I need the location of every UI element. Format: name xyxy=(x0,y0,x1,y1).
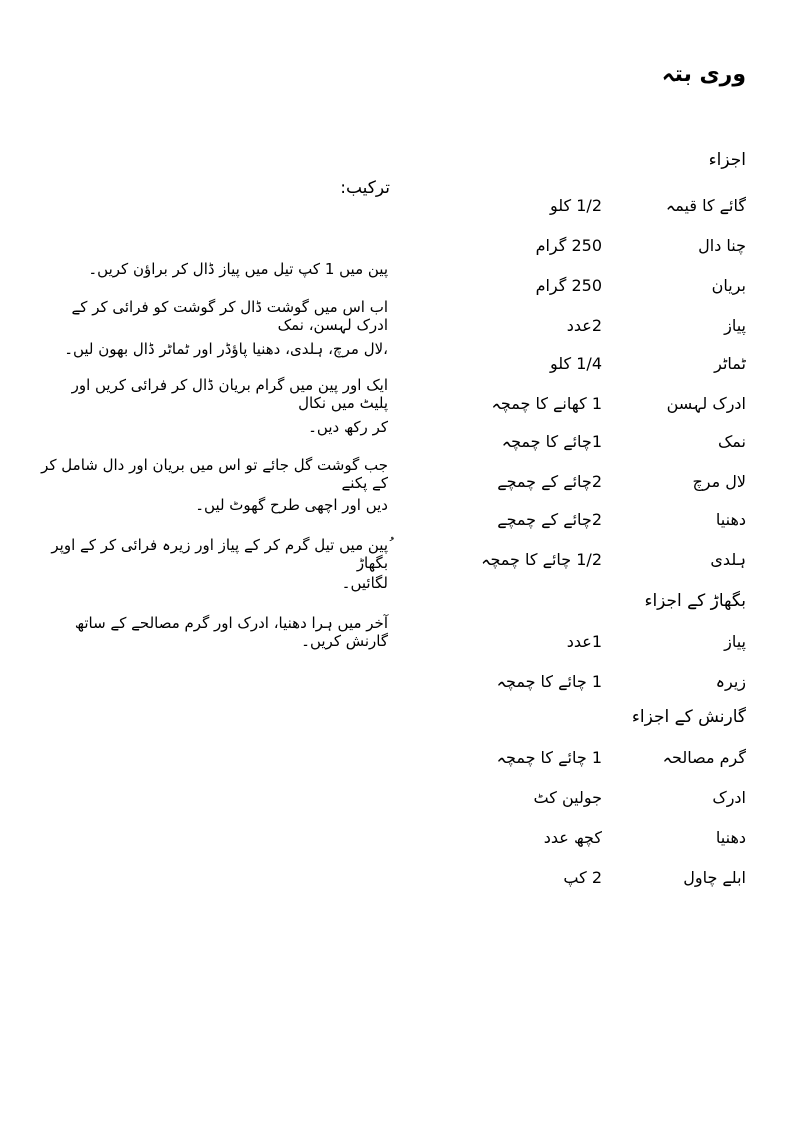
method-line: اب اس میں گوشت ڈال کر گوشت کو فرائی کر کے ادرک لہسن، نمک xyxy=(71,298,388,334)
garnish-heading: گارنش کے اجزاء xyxy=(631,707,746,727)
garnish-qty: کچھ عدد xyxy=(543,828,602,847)
garnish-qty: 1 چائے کا چمچہ xyxy=(496,748,602,767)
garnish-name: ادرک xyxy=(712,788,746,807)
method-line: آخر میں ہرا دھنیا، ادرک اور گرم مصالحے کے ساتھ گارنش کریں۔ xyxy=(74,614,388,650)
recipe-title: وری بتہ xyxy=(661,62,746,87)
method-line: دیں اور اچھی طرح گھوٹ لیں۔ xyxy=(195,496,388,514)
method-heading: ترکیب: xyxy=(340,178,390,198)
ingredient-qty: 2عدد xyxy=(566,316,602,335)
method-line: پین میں 1 کپ تیل میں پیاز ڈال کر براؤن کریں۔ xyxy=(88,260,388,278)
ingredient-name: پیاز xyxy=(724,316,746,335)
ingredient-name: نمک xyxy=(717,432,746,451)
ingredient-name: لال مرچ xyxy=(692,472,746,491)
ingredient-qty: 250 گرام xyxy=(535,236,602,255)
ingredients-heading: اجزاء xyxy=(708,150,746,170)
garnish-name: دھنیا xyxy=(715,828,746,847)
tempering-name: پیاز xyxy=(724,632,746,651)
ingredient-qty: 1چائے کا چمچہ xyxy=(501,432,602,451)
ingredient-qty: 2چائے کے چمچے xyxy=(497,510,602,529)
method-line: کر رکھ دیں۔ xyxy=(308,418,388,436)
method-line: لگائیں۔ xyxy=(341,574,388,592)
ingredient-qty: 1/2 کلو xyxy=(549,196,602,215)
ingredient-name: ٹماٹر xyxy=(714,354,746,373)
method-line: ،لال مرچ، ہلدی، دھنیا پاؤڈر اور ٹماٹر ڈال بھون لیں۔ xyxy=(64,340,388,358)
tempering-heading: بگھاڑ کے اجزاء xyxy=(644,591,746,611)
ingredient-qty: 1/4 کلو xyxy=(549,354,602,373)
method-line: ایک اور پین میں گرام بریان ڈال کر فرائی کریں اور پلیٹ میں نکال xyxy=(71,376,388,412)
garnish-name: گرم مصالحہ xyxy=(662,748,746,767)
garnish-qty: جولین کٹ xyxy=(533,788,602,807)
garnish-name: ابلے چاول xyxy=(683,868,746,887)
tempering-qty: 1عدد xyxy=(566,632,602,651)
method-line: جب گوشت گل جائے تو اس میں بریان اور دال شامل کر کے پکنے xyxy=(41,456,388,492)
ingredient-qty: 250 گرام xyxy=(535,276,602,295)
ingredient-name: ہلدی xyxy=(710,550,746,569)
ingredient-name: گائے کا قیمہ xyxy=(665,196,746,215)
ingredient-qty: 2چائے کے چمچے xyxy=(497,472,602,491)
method-line: ُپین میں تیل گرم کر کے پیاز اور زیرہ فرائی کر کے اوپر بگھاڑ xyxy=(51,536,388,572)
ingredient-qty: 1 کھانے کا چمچہ xyxy=(491,394,602,413)
ingredient-name: چنا دال xyxy=(698,236,746,255)
tempering-name: زیرہ xyxy=(715,672,746,691)
ingredient-name: ادرک لہسن xyxy=(666,394,746,413)
tempering-qty: 1 چائے کا چمچہ xyxy=(496,672,602,691)
ingredient-name: دھنیا xyxy=(715,510,746,529)
ingredient-name: بریان xyxy=(711,276,746,295)
garnish-qty: 2 کپ xyxy=(563,868,602,887)
ingredient-qty: 1/2 چائے کا چمچہ xyxy=(481,550,602,569)
